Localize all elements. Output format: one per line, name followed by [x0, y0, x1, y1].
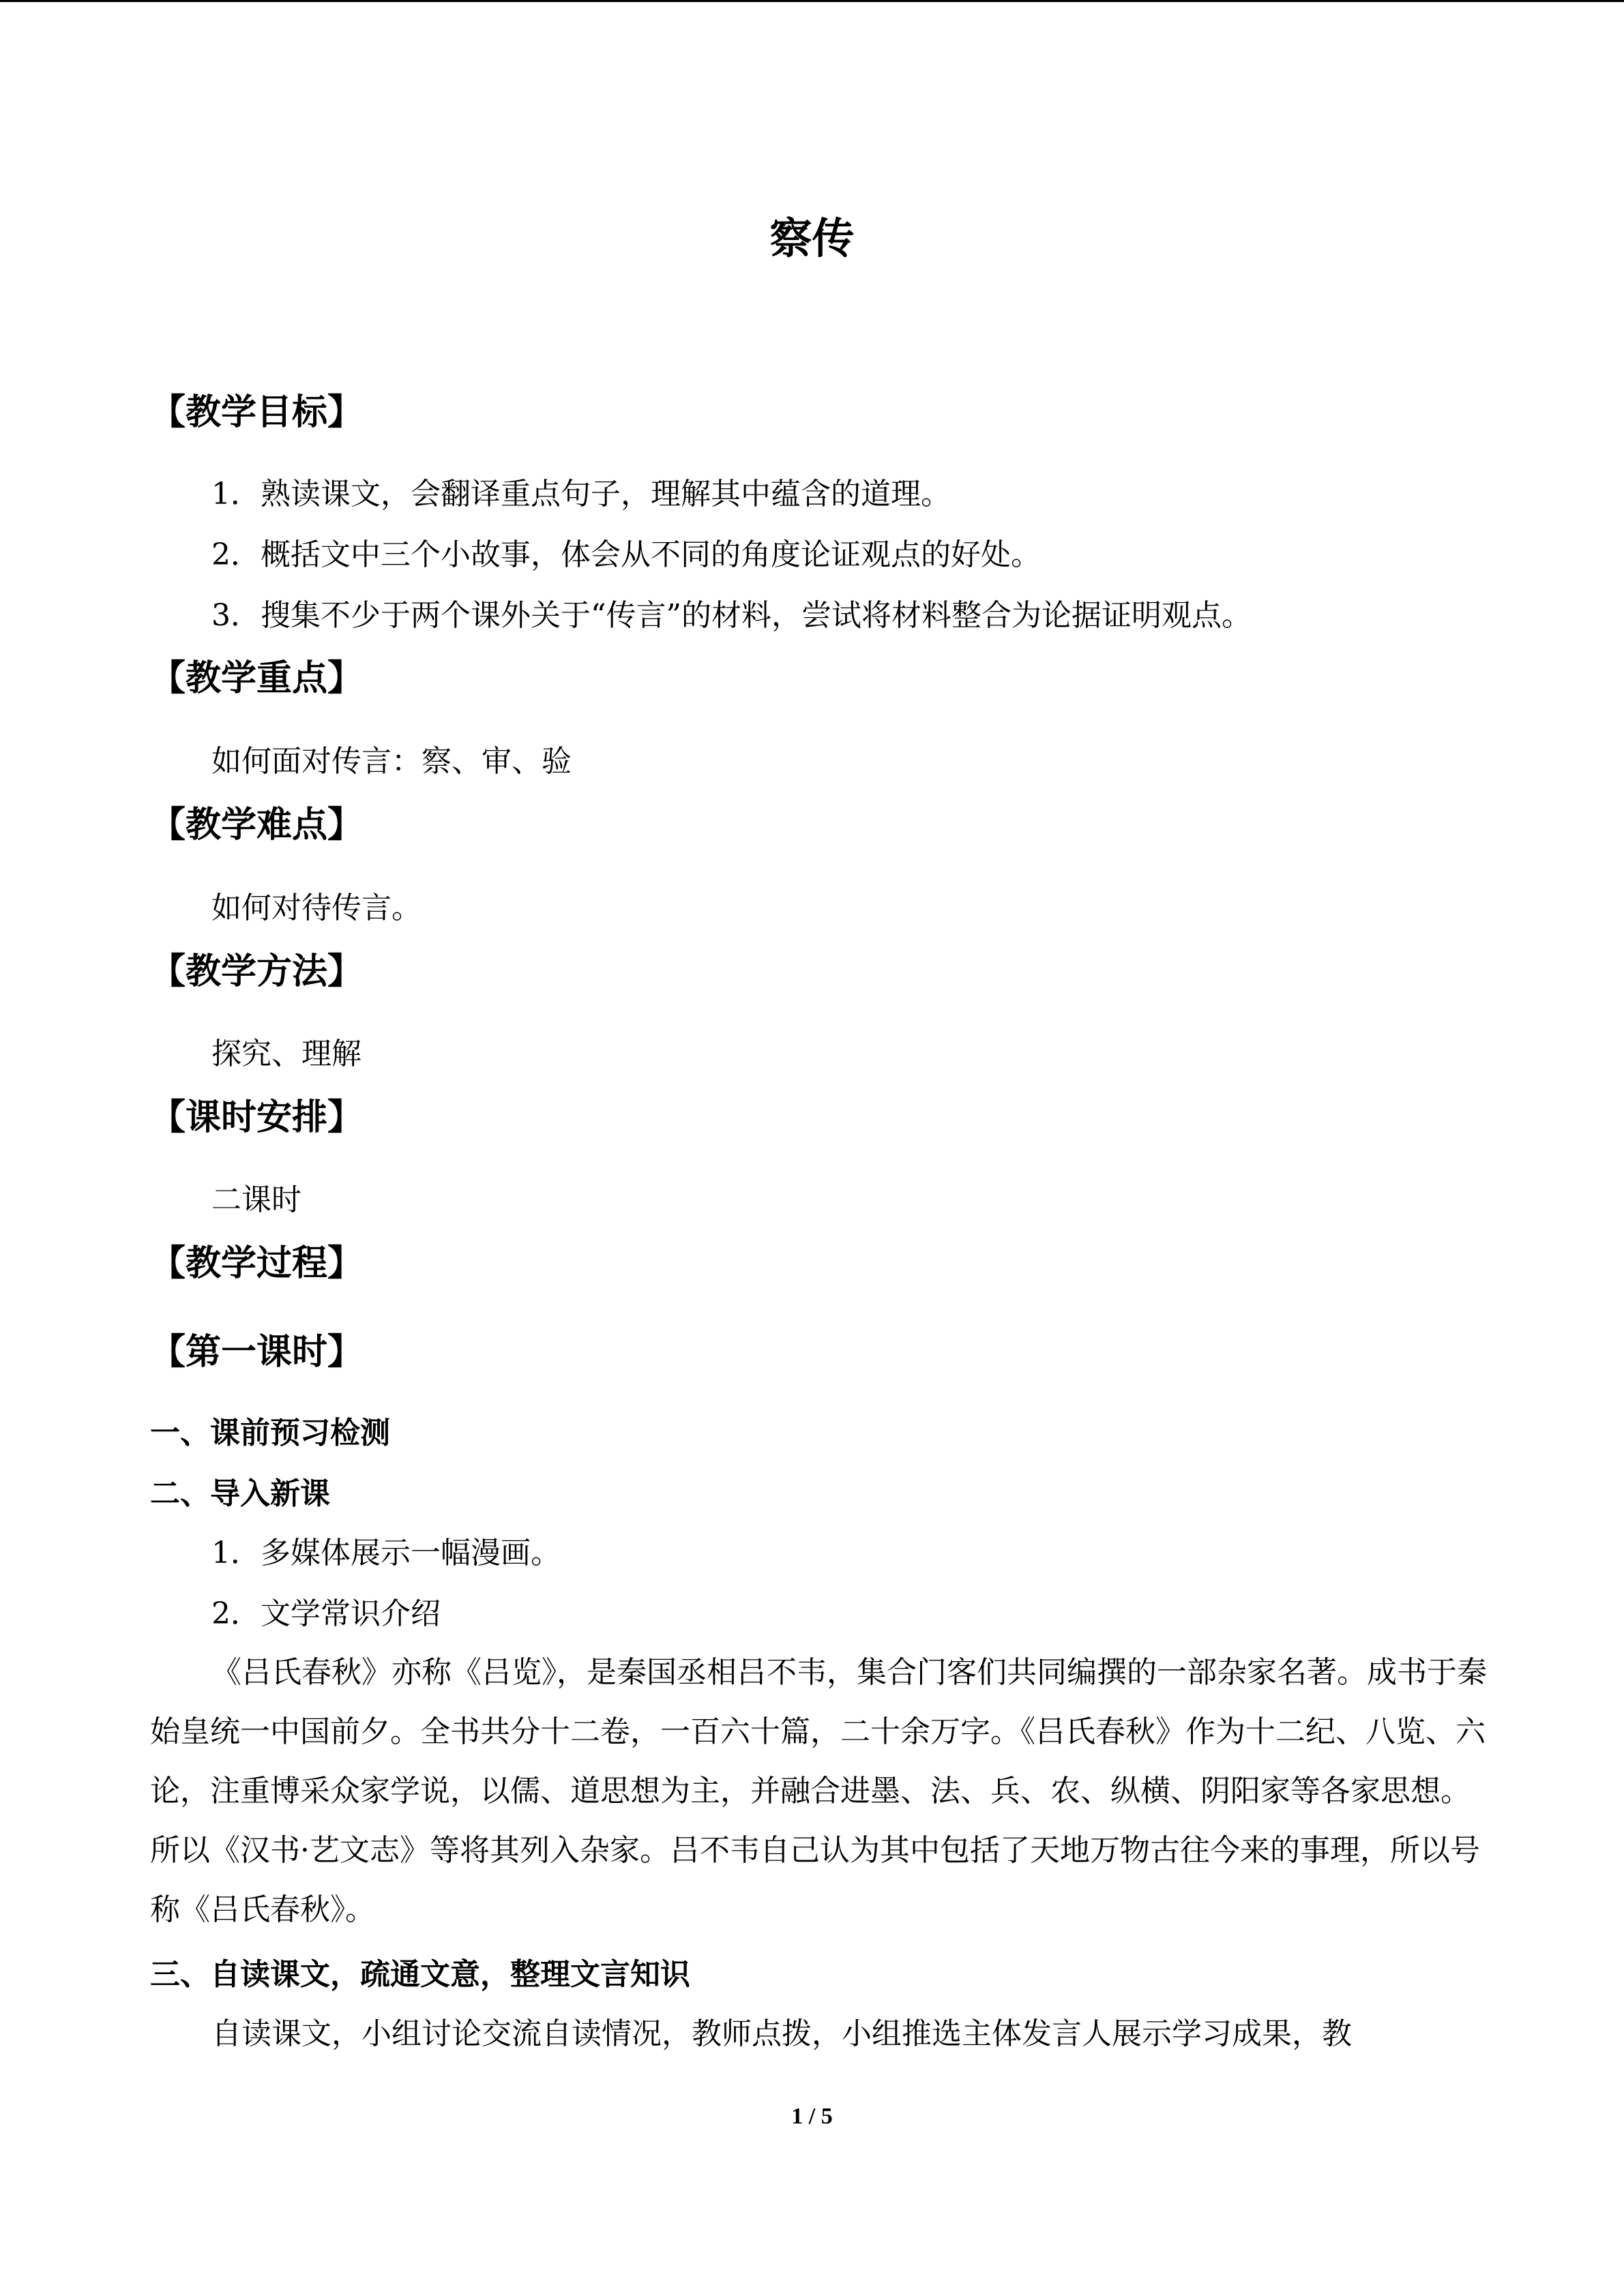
step2-item: 1．多媒体展示一幅漫画。: [211, 1536, 561, 1570]
step3-heading: 三、自读课文，疏通文意，整理文言知识: [150, 1957, 690, 1992]
objective-item: 1．熟读课文，会翻译重点句子，理解其中蕴含的道理。: [211, 477, 951, 511]
step3-paragraph: 自读课文，小组讨论交流自读情况，教师点拨，小组推选主体发言人展示学习成果，教: [211, 2016, 1352, 2051]
step1-heading: 一、课前预习检测: [150, 1416, 390, 1450]
methods-heading: 【教学方法】: [150, 951, 364, 992]
key-points-text: 如何面对传言：察、审、验: [211, 744, 572, 779]
schedule-text: 二课时: [211, 1182, 301, 1217]
objectives-heading: 【教学目标】: [150, 392, 364, 433]
first-lesson-heading: 【第一课时】: [150, 1332, 364, 1373]
page-title: 察传: [769, 213, 855, 263]
objective-item: 2．概括文中三个小故事，体会从不同的角度论证观点的好处。: [211, 537, 1041, 572]
step2-heading: 二、导入新课: [150, 1476, 330, 1511]
key-points-heading: 【教学重点】: [150, 658, 364, 699]
difficulties-text: 如何对待传言。: [211, 891, 422, 925]
page-number: 1 / 5: [791, 2104, 833, 2129]
objective-item: 3．搜集不少于两个课外关于“传言”的材料，尝试将材料整合为论据证明观点。: [211, 598, 1252, 633]
step2-item: 2．文学常识介绍: [211, 1596, 441, 1631]
step2-paragraph: 《吕氏春秋》亦称《吕览》，是秦国丞相吕不韦，集合门客们共同编撰的一部杂家名著。成书于秦始皇统一中国前夕。全书共分十二卷，一百六十篇，二十余万字。《吕氏春秋》作为十二纪、八览、六论，注重博采众家学说，以儒、道思想为主，并融合进墨、法、兵、农、纵横、阴阳家等各家思想。所以《汉书·艺文志》等将其列入杂家。吕不韦自己认为其中包括了天地万物古往今来的事理，所以号称《吕氏春秋》。: [150, 1655, 1487, 1927]
top-border: [0, 0, 1624, 2]
methods-text: 探究、理解: [211, 1037, 361, 1071]
schedule-heading: 【课时安排】: [150, 1097, 364, 1138]
process-heading: 【教学过程】: [150, 1243, 364, 1284]
difficulties-heading: 【教学难点】: [150, 805, 364, 846]
